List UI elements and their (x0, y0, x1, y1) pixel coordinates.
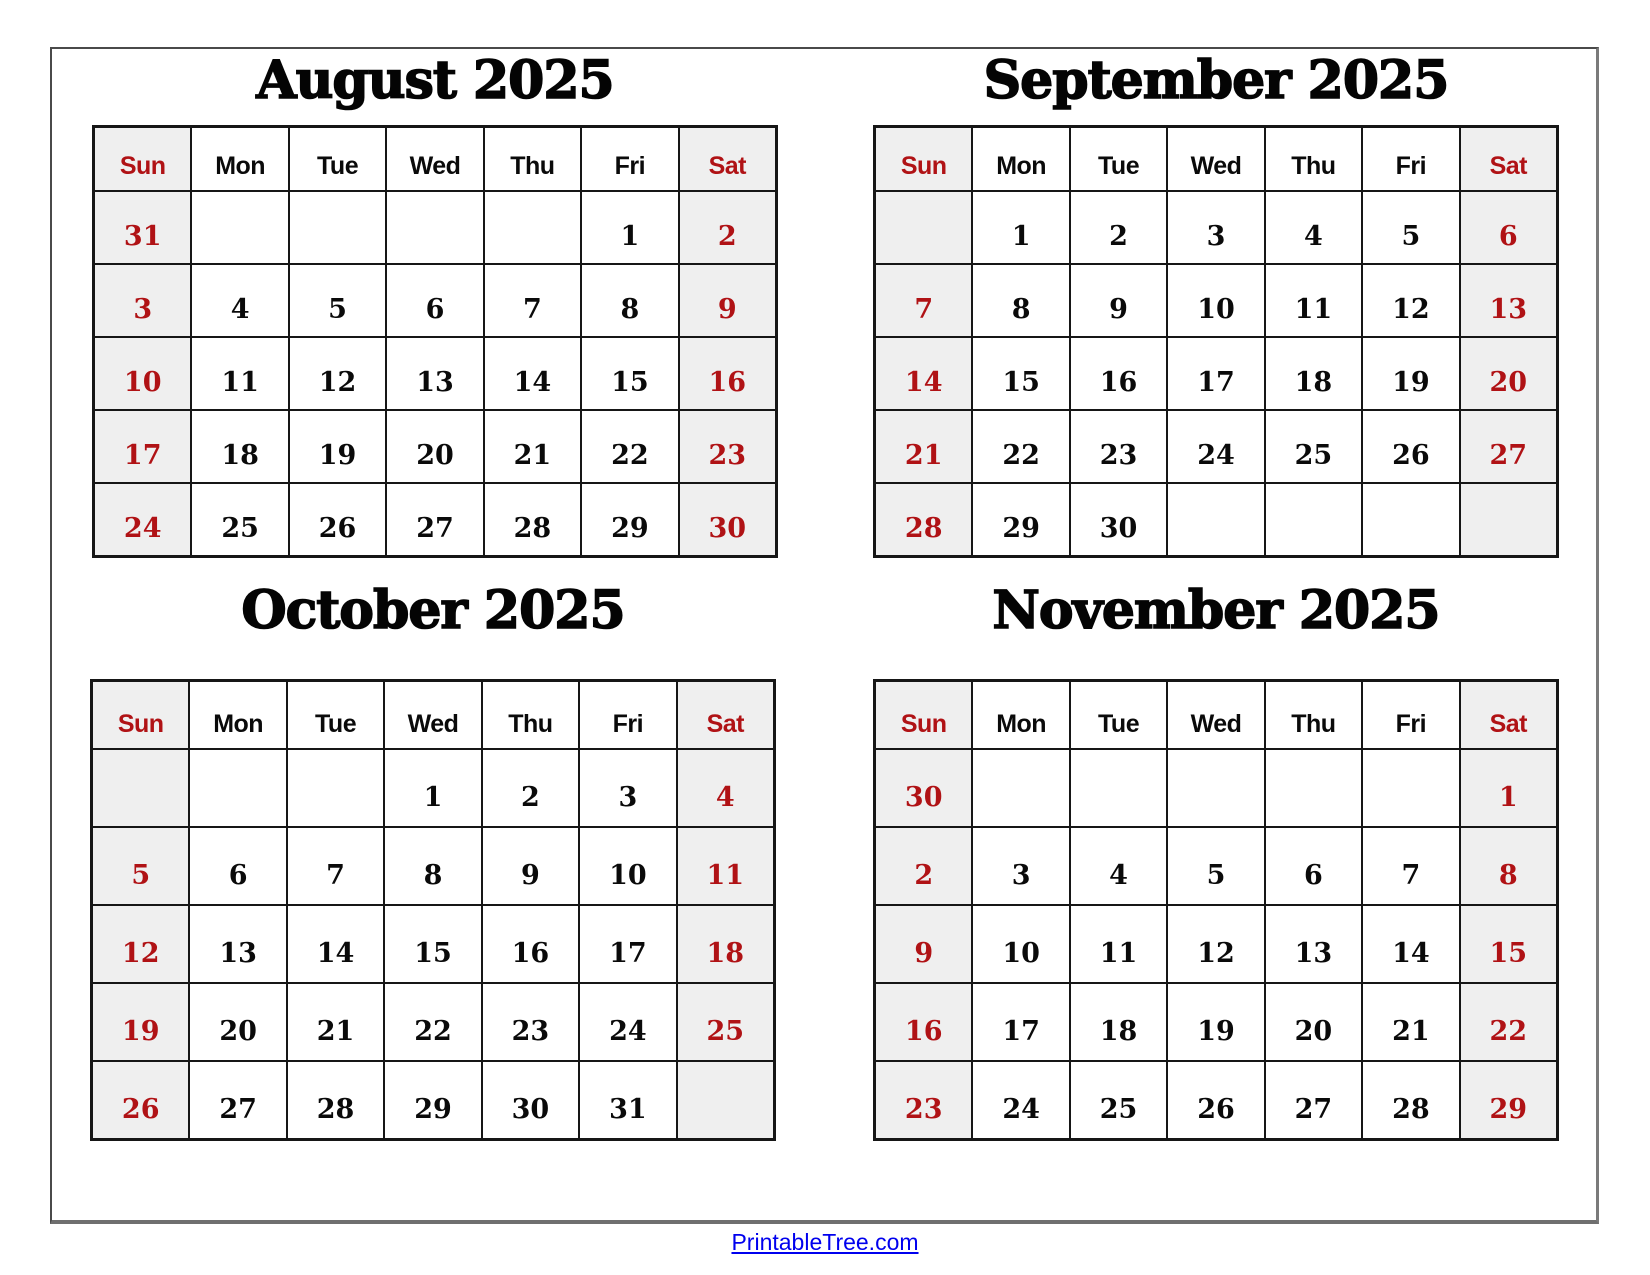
day-cell: 31 (95, 192, 190, 263)
october-calendar-grid (90, 679, 776, 1141)
weekday-header-sat: Sat (1461, 128, 1556, 190)
empty-day-cell (288, 750, 383, 826)
day-cell: 9 (483, 828, 578, 904)
day-cell: 13 (387, 338, 482, 409)
day-cell: 12 (290, 338, 385, 409)
day-cell: 17 (95, 411, 190, 482)
empty-day-cell (190, 750, 285, 826)
empty-day-cell (876, 192, 971, 263)
empty-day-cell (290, 192, 385, 263)
day-cell: 10 (580, 828, 675, 904)
november-calendar-grid (873, 679, 1559, 1141)
weekday-header-thu: Thu (1266, 128, 1361, 190)
weekday-header-wed: Wed (1168, 682, 1263, 748)
day-cell: 30 (876, 750, 971, 826)
day-cell: 9 (876, 906, 971, 982)
day-cell: 3 (95, 265, 190, 336)
day-cell: 12 (1168, 906, 1263, 982)
day-cell: 26 (93, 1062, 188, 1138)
weekday-header-fri: Fri (582, 128, 677, 190)
day-cell: 20 (1266, 984, 1361, 1060)
day-cell: 16 (876, 984, 971, 1060)
day-cell: 8 (1461, 828, 1556, 904)
footer (0, 1229, 1650, 1256)
day-cell: 15 (973, 338, 1068, 409)
day-cell: 6 (1461, 192, 1556, 263)
weekday-header-sun: Sun (93, 682, 188, 748)
day-cell: 22 (385, 984, 480, 1060)
day-cell: 11 (1266, 265, 1361, 336)
day-cell: 29 (385, 1062, 480, 1138)
day-cell: 14 (1363, 906, 1458, 982)
day-cell: 3 (973, 828, 1068, 904)
day-cell: 26 (1363, 411, 1458, 482)
day-cell: 5 (1168, 828, 1263, 904)
day-cell: 2 (1071, 192, 1166, 263)
weekday-header-tue: Tue (290, 128, 385, 190)
day-cell: 8 (973, 265, 1068, 336)
day-cell: 30 (680, 484, 775, 555)
day-cell: 16 (680, 338, 775, 409)
day-cell: 11 (1071, 906, 1166, 982)
day-cell: 7 (876, 265, 971, 336)
day-cell: 20 (387, 411, 482, 482)
day-cell: 29 (973, 484, 1068, 555)
day-cell: 15 (582, 338, 677, 409)
day-cell: 28 (876, 484, 971, 555)
empty-day-cell (1071, 750, 1166, 826)
day-cell: 15 (1461, 906, 1556, 982)
weekday-header-fri: Fri (580, 682, 675, 748)
weekday-header-sat: Sat (680, 128, 775, 190)
day-cell: 2 (680, 192, 775, 263)
weekday-header-mon: Mon (192, 128, 287, 190)
day-cell: 13 (190, 906, 285, 982)
empty-day-cell (93, 750, 188, 826)
day-cell: 29 (1461, 1062, 1556, 1138)
day-cell: 17 (973, 984, 1068, 1060)
weekday-header-thu: Thu (483, 682, 578, 748)
weekday-header-wed: Wed (1168, 128, 1263, 190)
day-cell: 19 (290, 411, 385, 482)
weekday-header-fri: Fri (1363, 128, 1458, 190)
august-calendar-grid (92, 125, 778, 558)
day-cell: 25 (1071, 1062, 1166, 1138)
september-calendar-grid (873, 125, 1559, 558)
day-cell: 23 (483, 984, 578, 1060)
weekday-header-thu: Thu (1266, 682, 1361, 748)
day-cell: 23 (680, 411, 775, 482)
day-cell: 7 (485, 265, 580, 336)
weekday-header-tue: Tue (288, 682, 383, 748)
day-cell: 29 (582, 484, 677, 555)
day-cell: 21 (1363, 984, 1458, 1060)
day-cell: 2 (483, 750, 578, 826)
day-cell: 4 (1266, 192, 1361, 263)
empty-day-cell (1461, 484, 1556, 555)
weekday-header-wed: Wed (387, 128, 482, 190)
day-cell: 1 (1461, 750, 1556, 826)
day-cell: 30 (483, 1062, 578, 1138)
day-cell: 19 (1363, 338, 1458, 409)
day-cell: 22 (1461, 984, 1556, 1060)
day-cell: 31 (580, 1062, 675, 1138)
weekday-header-sun: Sun (876, 128, 971, 190)
printabletree-link[interactable]: PrintableTree.com (731, 1229, 919, 1255)
day-cell: 11 (192, 338, 287, 409)
day-cell: 5 (290, 265, 385, 336)
day-cell: 10 (95, 338, 190, 409)
day-cell: 28 (485, 484, 580, 555)
day-cell: 6 (1266, 828, 1361, 904)
day-cell: 5 (1363, 192, 1458, 263)
day-cell: 3 (1168, 192, 1263, 263)
day-cell: 27 (1266, 1062, 1361, 1138)
empty-day-cell (1363, 484, 1458, 555)
empty-day-cell (192, 192, 287, 263)
empty-day-cell (387, 192, 482, 263)
weekday-header-mon: Mon (973, 682, 1068, 748)
weekday-header-thu: Thu (485, 128, 580, 190)
day-cell: 27 (1461, 411, 1556, 482)
empty-day-cell (973, 750, 1068, 826)
day-cell: 5 (93, 828, 188, 904)
day-cell: 7 (1363, 828, 1458, 904)
day-cell: 21 (288, 984, 383, 1060)
day-cell: 24 (1168, 411, 1263, 482)
weekday-header-sun: Sun (95, 128, 190, 190)
day-cell: 18 (1071, 984, 1166, 1060)
day-cell: 24 (580, 984, 675, 1060)
empty-day-cell (1168, 750, 1263, 826)
day-cell: 6 (387, 265, 482, 336)
weekday-header-sat: Sat (678, 682, 773, 748)
day-cell: 25 (678, 984, 773, 1060)
day-cell: 1 (385, 750, 480, 826)
day-cell: 28 (1363, 1062, 1458, 1138)
day-cell: 25 (1266, 411, 1361, 482)
day-cell: 15 (385, 906, 480, 982)
day-cell: 8 (385, 828, 480, 904)
month-title-november: November 2025 (992, 580, 1440, 641)
empty-day-cell (1266, 484, 1361, 555)
day-cell: 1 (582, 192, 677, 263)
weekday-header-tue: Tue (1071, 128, 1166, 190)
day-cell: 21 (485, 411, 580, 482)
day-cell: 3 (580, 750, 675, 826)
day-cell: 11 (678, 828, 773, 904)
weekday-header-fri: Fri (1363, 682, 1458, 748)
day-cell: 18 (1266, 338, 1361, 409)
day-cell: 21 (876, 411, 971, 482)
day-cell: 26 (290, 484, 385, 555)
day-cell: 13 (1461, 265, 1556, 336)
day-cell: 10 (1168, 265, 1263, 336)
day-cell: 2 (876, 828, 971, 904)
day-cell: 25 (192, 484, 287, 555)
day-cell: 28 (288, 1062, 383, 1138)
day-cell: 14 (485, 338, 580, 409)
day-cell: 4 (1071, 828, 1166, 904)
day-cell: 18 (678, 906, 773, 982)
empty-day-cell (1168, 484, 1263, 555)
day-cell: 20 (190, 984, 285, 1060)
day-cell: 26 (1168, 1062, 1263, 1138)
day-cell: 13 (1266, 906, 1361, 982)
day-cell: 17 (1168, 338, 1263, 409)
day-cell: 24 (95, 484, 190, 555)
day-cell: 8 (582, 265, 677, 336)
weekday-header-sun: Sun (876, 682, 971, 748)
day-cell: 27 (387, 484, 482, 555)
day-cell: 4 (678, 750, 773, 826)
day-cell: 19 (1168, 984, 1263, 1060)
day-cell: 4 (192, 265, 287, 336)
weekday-header-wed: Wed (385, 682, 480, 748)
day-cell: 14 (876, 338, 971, 409)
month-title-october: October 2025 (241, 580, 625, 641)
day-cell: 30 (1071, 484, 1166, 555)
day-cell: 22 (973, 411, 1068, 482)
day-cell: 16 (483, 906, 578, 982)
weekday-header-mon: Mon (190, 682, 285, 748)
empty-day-cell (678, 1062, 773, 1138)
day-cell: 12 (1363, 265, 1458, 336)
day-cell: 27 (190, 1062, 285, 1138)
day-cell: 7 (288, 828, 383, 904)
weekday-header-tue: Tue (1071, 682, 1166, 748)
day-cell: 1 (973, 192, 1068, 263)
day-cell: 9 (1071, 265, 1166, 336)
month-title-august: August 2025 (256, 50, 614, 111)
day-cell: 22 (582, 411, 677, 482)
day-cell: 19 (93, 984, 188, 1060)
day-cell: 23 (876, 1062, 971, 1138)
day-cell: 14 (288, 906, 383, 982)
day-cell: 9 (680, 265, 775, 336)
day-cell: 12 (93, 906, 188, 982)
day-cell: 17 (580, 906, 675, 982)
weekday-header-sat: Sat (1461, 682, 1556, 748)
day-cell: 6 (190, 828, 285, 904)
day-cell: 20 (1461, 338, 1556, 409)
empty-day-cell (485, 192, 580, 263)
empty-day-cell (1266, 750, 1361, 826)
day-cell: 18 (192, 411, 287, 482)
day-cell: 16 (1071, 338, 1166, 409)
empty-day-cell (1363, 750, 1458, 826)
day-cell: 10 (973, 906, 1068, 982)
weekday-header-mon: Mon (973, 128, 1068, 190)
month-title-september: September 2025 (983, 50, 1449, 111)
day-cell: 24 (973, 1062, 1068, 1138)
day-cell: 23 (1071, 411, 1166, 482)
